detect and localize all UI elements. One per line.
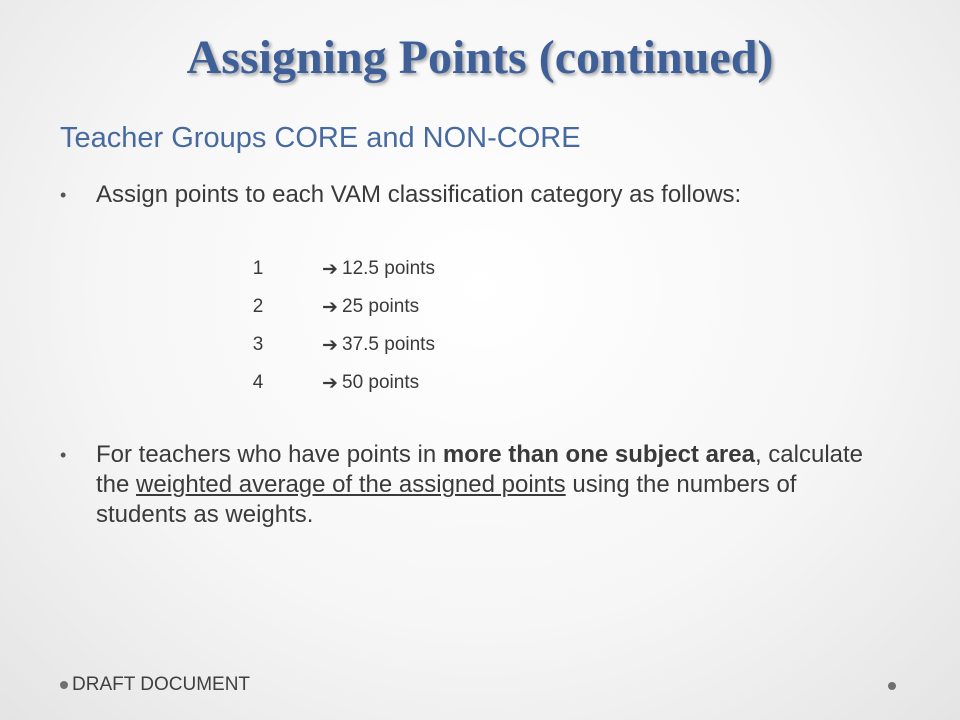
points-category: 4 [252,372,264,393]
points-value: 12.5 points [342,258,435,279]
footer-right-dot-icon [888,682,896,690]
right-arrow-icon: ➔ [322,297,338,318]
points-row [250,334,650,372]
points-value: 37.5 points [342,334,435,355]
points-category: 3 [252,334,264,355]
bullet-assign-points [60,180,886,210]
right-arrow-icon: ➔ [322,335,338,356]
bullet-dot-icon: • [60,445,67,465]
points-row [250,258,650,296]
bullet-weighted-part3: using the numbers of students as weights. [96,471,797,528]
footer-dot-icon [60,681,68,689]
points-value: 25 points [342,296,420,317]
slide-title: Assigning Points (continued) [186,31,774,84]
bullet-dot-icon: • [60,185,67,205]
footer [60,674,250,696]
right-arrow-icon: ➔ [322,373,338,394]
points-row [250,296,650,334]
points-list [250,258,650,410]
points-category: 2 [252,296,264,317]
points-row [250,372,650,410]
bullet-weighted-bold: more than one subject area [442,441,755,468]
bullet-weighted-part1: For teachers who have points in [96,441,443,468]
bullet-weighted-underlined: weighted average of the assigned points [136,471,566,498]
points-value: 50 points [342,372,420,393]
right-arrow-icon: ➔ [322,259,338,280]
bullet-weighted-average [60,440,886,530]
bullet-weighted-part2: , calculate the [96,441,864,498]
points-category: 1 [252,258,264,279]
bullet-assign-points-text: Assign points to each VAM classification category as follows: [96,181,742,208]
slide-subtitle: Teacher Groups CORE and NON-CORE [60,122,581,154]
footer-text: DRAFT DOCUMENT [72,674,251,695]
